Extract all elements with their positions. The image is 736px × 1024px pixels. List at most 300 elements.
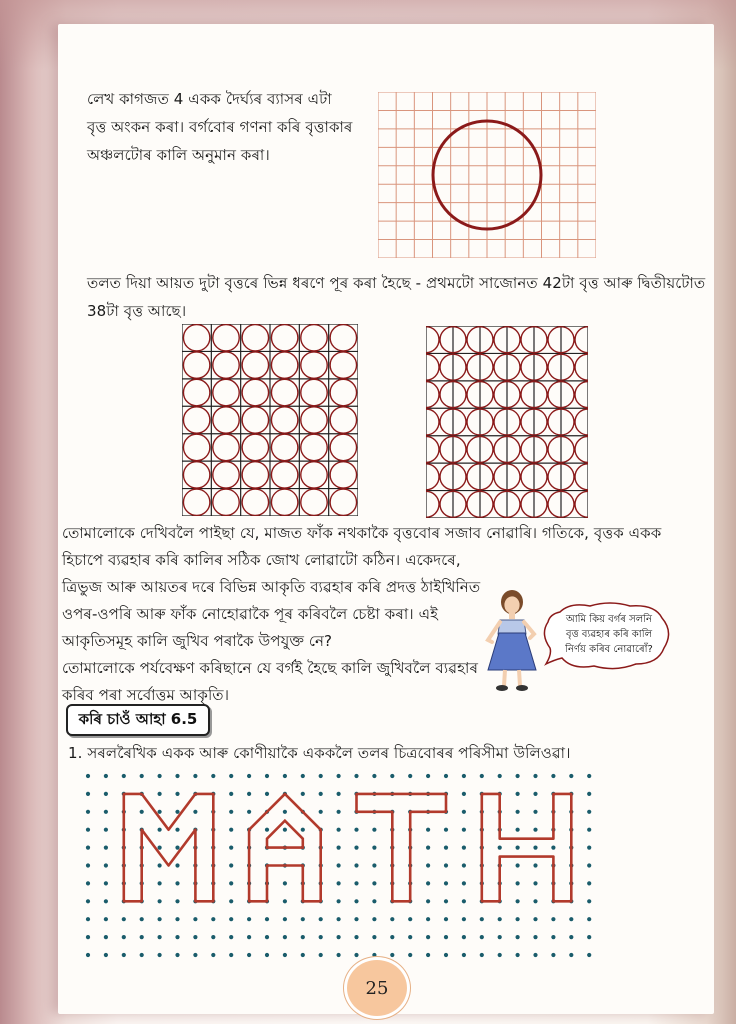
grid-dot [354, 828, 358, 832]
grid-dot [337, 899, 341, 903]
grid-dot [283, 881, 287, 885]
speech-line-1: আমি কিয় বৰ্গৰ সলনি [566, 614, 652, 625]
unit-circle [426, 327, 439, 353]
grid-dot [104, 899, 108, 903]
unit-circle [183, 462, 209, 488]
grid-dot [426, 863, 430, 867]
unit-circle [183, 489, 209, 515]
unit-circle [575, 409, 588, 435]
unit-circle [271, 325, 297, 351]
unit-circle [213, 434, 239, 460]
grid-dot [516, 846, 520, 850]
grid-dot [462, 774, 466, 778]
grid-dot [319, 953, 323, 957]
grid-dot [569, 917, 573, 921]
grid-dot [444, 881, 448, 885]
dot-grid-math-figure [82, 770, 712, 966]
grid-dot [426, 899, 430, 903]
grid-dot [229, 935, 233, 939]
grid-dot [175, 881, 179, 885]
grid-dot [426, 935, 430, 939]
explain-line-6: তোমালোকে পৰ্যবেক্ষণ কৰিছানে যে বৰ্গই হৈছে কালি জুখিবলৈ ব্যৱহাৰ [62, 659, 478, 677]
grid-dot [175, 953, 179, 957]
grid-dot [372, 917, 376, 921]
grid-dot [319, 810, 323, 814]
grid-dot [158, 881, 162, 885]
grid-dot [158, 810, 162, 814]
grid-dot [516, 774, 520, 778]
grid-dot [158, 774, 162, 778]
unit-circle [271, 489, 297, 515]
grid-dot [104, 846, 108, 850]
speech-text [555, 612, 663, 657]
grid-dot [516, 881, 520, 885]
grid-dot [516, 917, 520, 921]
grid-dot [587, 774, 591, 778]
grid-dot [86, 810, 90, 814]
grid-dot [462, 863, 466, 867]
grid-dot [229, 828, 233, 832]
grid-dot [480, 953, 484, 957]
grid-dot [283, 774, 287, 778]
grid-dot [122, 917, 126, 921]
grid-dot [265, 792, 269, 796]
grid-dot [122, 953, 126, 957]
grid-dot [587, 792, 591, 796]
explain-line-2: হিচাপে ব্যৱহাৰ কৰি কালিৰ সঠিক জোখ লোৱাটো কঠিন। একেদৰে, [62, 551, 461, 569]
activity-heading: কৰি চাওঁ আহা 6.5 [66, 704, 210, 736]
unit-circle [330, 325, 356, 351]
grid-dot [354, 846, 358, 850]
grid-dot [372, 935, 376, 939]
unit-circle [575, 464, 588, 490]
grid-dot [533, 774, 537, 778]
grid-dot [426, 774, 430, 778]
speech-line-3: নিৰ্ণয় কৰিব নোৱাৰোঁ? [565, 644, 653, 655]
unit-circle [301, 352, 327, 378]
grid-dot [337, 935, 341, 939]
unit-circle [575, 354, 588, 380]
grid-dot [354, 863, 358, 867]
unit-circle [301, 462, 327, 488]
grid-dot [301, 792, 305, 796]
grid-dot [587, 881, 591, 885]
grid-dot [193, 774, 197, 778]
grid-dot [533, 810, 537, 814]
grid-dot [104, 863, 108, 867]
grid-dot [587, 846, 591, 850]
grid-dot [444, 774, 448, 778]
grid-dot [569, 953, 573, 957]
grid-dot [193, 810, 197, 814]
grid-dot [408, 774, 412, 778]
letter-t-outline [357, 794, 447, 901]
fill-line-1: তলত দিয়া আয়ত দুটা বৃত্তৰে ভিন্ন ধৰণে পূৰ কৰা হৈছে - প্ৰথমটো সাজোনত 42টা বৃত্ত আৰু দ্বিতীয়টোত [87, 274, 706, 292]
grid-dot [175, 774, 179, 778]
grid-dot [158, 917, 162, 921]
grid-dot [283, 810, 287, 814]
grid-dot [569, 774, 573, 778]
unit-circle [242, 325, 268, 351]
grid-dot [444, 953, 448, 957]
grid-dot [462, 828, 466, 832]
grid-dot [498, 917, 502, 921]
grid-dot [158, 846, 162, 850]
grid-dot [301, 774, 305, 778]
grid-dot [354, 953, 358, 957]
unit-circle [426, 409, 439, 435]
grid-dot [408, 935, 412, 939]
rectangle-circles-figure-1 [182, 324, 358, 516]
unit-circle [426, 354, 439, 380]
grid-dot [533, 863, 537, 867]
grid-dot [86, 917, 90, 921]
unit-circle [183, 379, 209, 405]
grid-dot [498, 935, 502, 939]
explain-line-1: তোমালোকে দেখিবলৈ পাইছা যে, মাজত ফাঁক নথকাকৈ বৃত্তবোৰ সজাব নোৱাৰি। গতিকে, বৃত্তক একক [62, 524, 662, 542]
grid-dot [587, 828, 591, 832]
grid-dot [265, 953, 269, 957]
unit-circle [301, 434, 327, 460]
grid-dot [140, 774, 144, 778]
grid-dot [175, 810, 179, 814]
grid-dot [104, 792, 108, 796]
intro-line-1: লেখ কাগজত 4 একক দৈৰ্ঘ্যৰ ব্যাসৰ এটা [87, 90, 332, 108]
grid-dot [283, 953, 287, 957]
grid-dot [104, 828, 108, 832]
unit-circle [330, 379, 356, 405]
grid-dot [229, 917, 233, 921]
unit-circle [213, 407, 239, 433]
grid-dot [551, 935, 555, 939]
unit-circle [575, 382, 588, 408]
grid-dot [480, 917, 484, 921]
grid-dot [498, 774, 502, 778]
intro-line-3: অঞ্চলটোৰ কালি অনুমান কৰা। [87, 146, 270, 164]
grid-dot [569, 935, 573, 939]
grid-dot [462, 846, 466, 850]
unit-circle [242, 379, 268, 405]
grid-dot [498, 953, 502, 957]
unit-circle [213, 325, 239, 351]
unit-circle [426, 436, 439, 462]
grid-dot [462, 899, 466, 903]
grid-dot [158, 953, 162, 957]
unit-circle [183, 434, 209, 460]
grid-dot [516, 828, 520, 832]
grid-dot [211, 953, 215, 957]
grid-dot [247, 810, 251, 814]
grid-dot [444, 828, 448, 832]
unit-circle [242, 352, 268, 378]
grid-dot [337, 846, 341, 850]
unit-circle [271, 434, 297, 460]
grid-dot [426, 846, 430, 850]
grid-dot [104, 810, 108, 814]
grid-dot [390, 917, 394, 921]
grid-dot [444, 863, 448, 867]
grid-dot [247, 774, 251, 778]
grid-dot [229, 792, 233, 796]
grid-dot [175, 899, 179, 903]
grid-dot [516, 899, 520, 903]
grid-dot [158, 899, 162, 903]
grid-dot [516, 935, 520, 939]
grid-dot [247, 917, 251, 921]
grid-dot [498, 846, 502, 850]
grid-dot [444, 899, 448, 903]
grid-dot [86, 953, 90, 957]
grid-dot [337, 917, 341, 921]
grid-dot [86, 881, 90, 885]
grid-dot [390, 774, 394, 778]
rectangle-circles-figure-2 [426, 326, 588, 518]
grid-dot [301, 828, 305, 832]
grid-dot [462, 810, 466, 814]
grid-dot [516, 810, 520, 814]
grid-dot [140, 953, 144, 957]
grid-dot [229, 774, 233, 778]
grid-dot [426, 828, 430, 832]
grid-dot [372, 881, 376, 885]
unit-circle [330, 434, 356, 460]
grid-dot [372, 846, 376, 850]
unit-circle [301, 325, 327, 351]
grid-dot [140, 917, 144, 921]
unit-circle [183, 407, 209, 433]
grid-dot [175, 828, 179, 832]
unit-circle [271, 462, 297, 488]
grid-dot [265, 828, 269, 832]
grid-dot [104, 917, 108, 921]
unit-circle [330, 407, 356, 433]
grid-dot [86, 846, 90, 850]
grid-dot [337, 828, 341, 832]
grid-dot [587, 863, 591, 867]
grid-dot [390, 953, 394, 957]
grid-dot [337, 792, 341, 796]
grid-dot [301, 935, 305, 939]
grid-dot [372, 774, 376, 778]
activity-question: 1. সৰলৰৈখিক একক আৰু কোণীয়াকৈ এককলৈ তলৰ চিত্ৰবোৰৰ পৰিসীমা উলিওৱা। [68, 744, 571, 762]
grid-dot [516, 863, 520, 867]
grid-dot [444, 917, 448, 921]
grid-dot [122, 774, 126, 778]
grid-dot [533, 953, 537, 957]
explain-line-4: ওপৰ-ওপৰি আৰু ফাঁক নোহোৱাকৈ পূৰ কৰিবলৈ চেষ্টা কৰা। এই [62, 605, 439, 623]
grid-dot [301, 953, 305, 957]
grid-dot [193, 935, 197, 939]
grid-dot [175, 792, 179, 796]
grid-dot [301, 917, 305, 921]
grid-dot [140, 810, 144, 814]
grid-dot [175, 917, 179, 921]
grid-dot [229, 846, 233, 850]
grid-dot [354, 935, 358, 939]
grid-dot [354, 881, 358, 885]
unit-circle [426, 464, 439, 490]
grid-dot [587, 810, 591, 814]
grid-dot [480, 935, 484, 939]
unit-circle [183, 352, 209, 378]
unit-circle [426, 382, 439, 408]
unit-circle [183, 325, 209, 351]
grid-dot [480, 774, 484, 778]
grid-dot [354, 917, 358, 921]
grid-dot [551, 917, 555, 921]
explain-line-7: কৰিব পৰা সৰ্বোত্তম আকৃতি। [62, 686, 230, 704]
unit-circle [575, 327, 588, 353]
letter-a-hole [267, 821, 303, 848]
grid-dot [193, 953, 197, 957]
grid-dot [122, 935, 126, 939]
grid-dot [247, 953, 251, 957]
grid-dot [175, 863, 179, 867]
grid-dot [283, 899, 287, 903]
grid-dot [265, 935, 269, 939]
grid-dot [444, 846, 448, 850]
grid-dot [86, 899, 90, 903]
explain-line-5: আকৃতিসমূহ কালি জুখিব পৰাকৈ উপযুক্ত নে? [62, 632, 333, 650]
unit-circle [271, 379, 297, 405]
unit-circle [271, 407, 297, 433]
grid-dot [444, 935, 448, 939]
unit-circle [301, 489, 327, 515]
grid-dot [283, 917, 287, 921]
grid-dot [86, 935, 90, 939]
grid-dot [587, 899, 591, 903]
grid-dot [283, 828, 287, 832]
grid-dot [533, 881, 537, 885]
grid-dot [211, 917, 215, 921]
grid-dot [319, 774, 323, 778]
grid-dot [426, 953, 430, 957]
grid-dot [462, 881, 466, 885]
grid-dot [158, 935, 162, 939]
grid-dot [426, 917, 430, 921]
grid-dot [587, 917, 591, 921]
grid-dot [158, 863, 162, 867]
grid-dot [158, 828, 162, 832]
grid-dot [462, 935, 466, 939]
grid-dot [104, 774, 108, 778]
unit-circle [213, 462, 239, 488]
unit-circle [271, 352, 297, 378]
unit-circle [575, 491, 588, 517]
grid-dot [229, 899, 233, 903]
grid-dot [86, 828, 90, 832]
grid-dot [533, 828, 537, 832]
unit-circle [575, 436, 588, 462]
unit-circle [242, 489, 268, 515]
grid-dot [211, 774, 215, 778]
grid-dot [516, 953, 520, 957]
grid-dot [319, 935, 323, 939]
grid-dot [337, 774, 341, 778]
grid-dot [140, 935, 144, 939]
unit-circle [301, 407, 327, 433]
grid-dot [533, 935, 537, 939]
grid-dot [283, 935, 287, 939]
grid-dot [247, 935, 251, 939]
grid-dot [372, 899, 376, 903]
page-number: 25 [344, 957, 410, 1019]
grid-dot [462, 792, 466, 796]
grid-dot [193, 917, 197, 921]
grid-dot [319, 917, 323, 921]
grid-dot [533, 899, 537, 903]
girl-illustration [482, 588, 542, 694]
grid-dot [337, 863, 341, 867]
grid-dot [265, 917, 269, 921]
grid-dot [229, 881, 233, 885]
unit-circle [330, 489, 356, 515]
grid-dot [104, 953, 108, 957]
grid-dot [229, 953, 233, 957]
grid-dot [86, 774, 90, 778]
grid-dot [587, 935, 591, 939]
unit-circle [242, 462, 268, 488]
unit-circle [242, 407, 268, 433]
grid-dot [229, 863, 233, 867]
grid-dot [104, 935, 108, 939]
grid-dot [337, 881, 341, 885]
grid-dot [533, 917, 537, 921]
grid-dot [211, 935, 215, 939]
grid-dot [337, 810, 341, 814]
grid-dot [104, 881, 108, 885]
intro-line-2: বৃত্ত অংকন কৰা। বৰ্গবোৰ গণনা কৰি বৃত্তাকাৰ [87, 118, 353, 136]
grid-dot [86, 792, 90, 796]
grid-dot [426, 881, 430, 885]
grid-dot [265, 774, 269, 778]
grid-with-circle-figure [378, 92, 596, 258]
grid-dot [319, 792, 323, 796]
explain-line-3: ত্ৰিভুজ আৰু আয়তৰ দৰে বিভিন্ন আকৃতি ব্যৱহাৰ কৰি প্ৰদত্ত ঠাইখিনিত [62, 578, 481, 596]
grid-dot [372, 828, 376, 832]
grid-dot [462, 953, 466, 957]
grid-dot [551, 774, 555, 778]
grid-dot [337, 953, 341, 957]
grid-dot [390, 935, 394, 939]
unit-circle [213, 379, 239, 405]
grid-dot [587, 953, 591, 957]
unit-circle [301, 379, 327, 405]
letter-h-outline [482, 794, 572, 901]
grid-dot [354, 774, 358, 778]
grid-dot [175, 846, 179, 850]
unit-circle [426, 491, 439, 517]
grid-dot [175, 935, 179, 939]
grid-dot [86, 863, 90, 867]
grid-dot [516, 792, 520, 796]
grid-dot [551, 953, 555, 957]
letter-m-outline [124, 794, 214, 901]
unit-circle [242, 434, 268, 460]
grid-dot [408, 953, 412, 957]
unit-circle [213, 489, 239, 515]
unit-circle [213, 352, 239, 378]
grid-dot [408, 917, 412, 921]
speech-line-2: বৃত্ত ব্যৱহাৰ কৰি কালি [565, 629, 653, 640]
grid-dot [229, 810, 233, 814]
grid-dot [354, 899, 358, 903]
grid-dot [533, 846, 537, 850]
grid-dot [372, 863, 376, 867]
unit-circle [330, 352, 356, 378]
grid-dot [533, 792, 537, 796]
grid-dot [462, 917, 466, 921]
